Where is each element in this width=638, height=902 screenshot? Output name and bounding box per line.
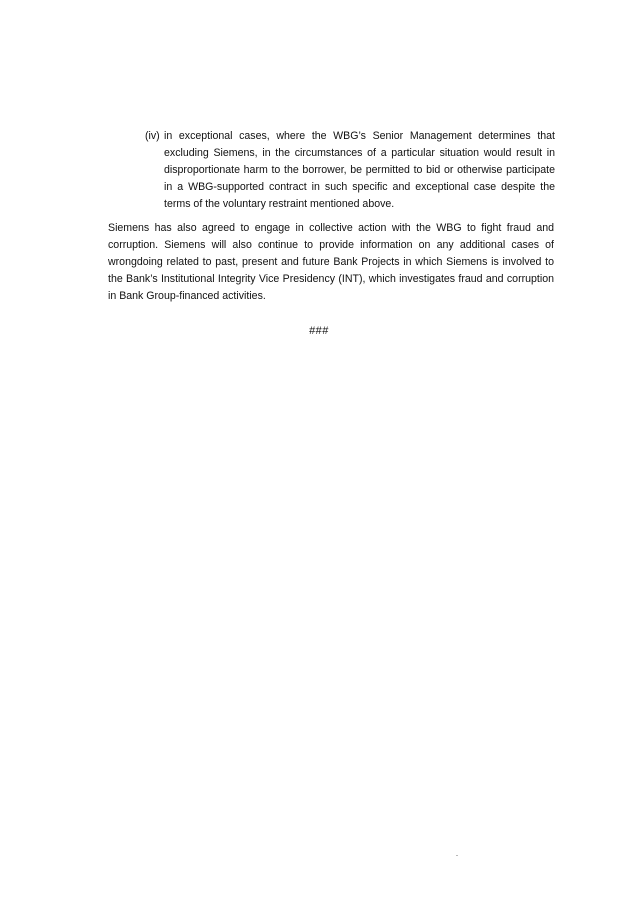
scan-speck — [456, 855, 458, 856]
body-paragraph: Siemens has also agreed to engage in collective action with the WBG to fight fraud and corruption. Siemens will also continue to provide information on any additional cases of wrongdoing related to past, present and future Bank Projects in which Siemens is involved to the Bank’s Institutional Integrity Vice Presidency (INT), which investigates fraud and corruption in Bank Group-financed activities. — [108, 222, 554, 302]
list-marker: (iv) — [145, 130, 160, 142]
end-mark: ### — [309, 325, 329, 337]
list-item-text: in exceptional cases, where the WBG’s Senior Management determines that excluding Siemens, in the circumstances of a particular situation would result in disproportionate harm to the borrower, be permitted to bid or otherwise participate in a WBG-supported contract in such specific and exceptional case despite the terms of the voluntary restraint mentioned above. — [164, 130, 555, 210]
list-item-iv — [145, 128, 555, 213]
